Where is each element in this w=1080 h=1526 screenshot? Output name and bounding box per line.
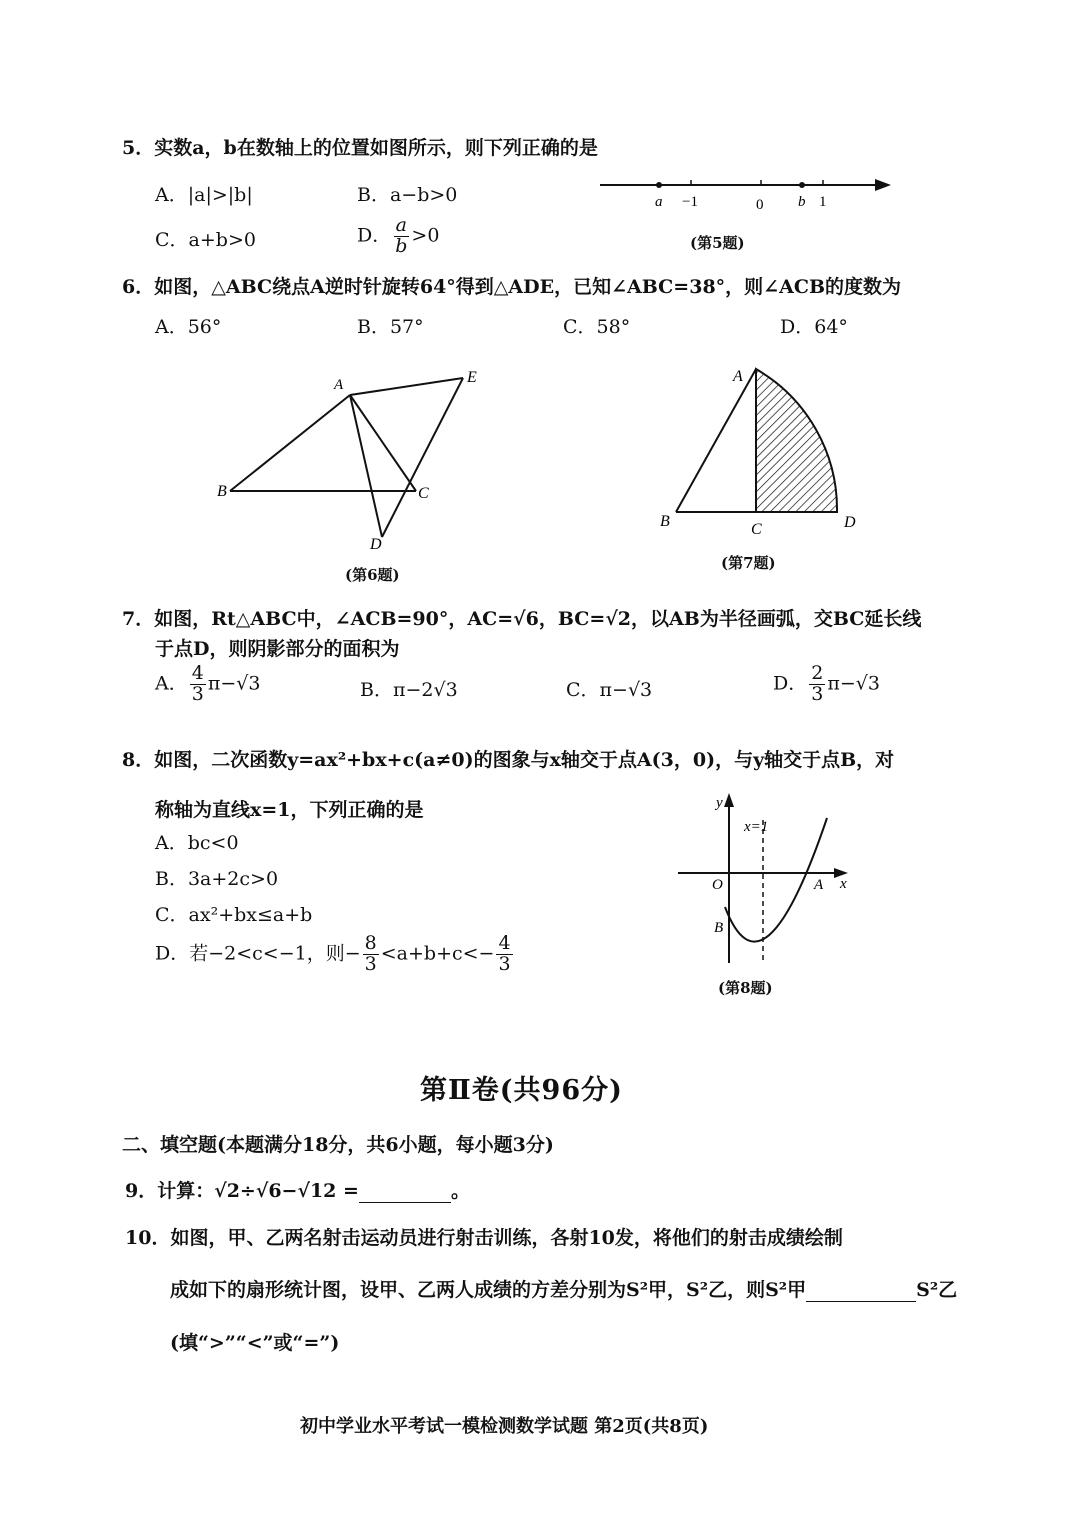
q7-stem-line1: 7．如图，Rt△ABC中，∠ACB=90°，AC=√6，BC=√2，以AB为半径画弧，交BC延长线 [122,608,922,630]
q9-answer-blank[interactable] [359,1180,451,1203]
q5-option-a: A．|a|>|b| [155,184,253,206]
point-label-e: E [467,369,477,386]
graph-label-origin: O [712,877,723,893]
q5-option-d: D． $\frac{a}{b}$ >0 [357,214,440,257]
q8-option-a: A．bc<0 [155,832,239,854]
q6-option-d: D．64° [780,316,848,338]
q7-caption: (第7题) [721,554,776,572]
q6-stem: 6．如图，△ABC绕点A逆时针旋转64°得到△ADE，已知∠ABC=38°，则∠ACB的度数为 [122,276,902,298]
q6-option-a: A．56° [155,316,222,338]
axis-label-a: a [655,194,663,210]
axis-label-neg1: −1 [682,194,698,210]
axis-label-b: b [798,194,806,210]
q10-stem-line1: 10．如图，甲、乙两名射击运动员进行射击训练，各射10发，将他们的射击成绩绘制 [125,1227,843,1249]
point-label-d: D [370,536,382,553]
q7-option-c: C．π−√3 [566,679,653,701]
q6-option-b: B．57° [357,316,424,338]
q5-caption: (第5题) [690,234,745,252]
q8-option-d: D．若−2<c<−1，则− $\frac{8}{3}$ <a+b+c<− $\frac{4}{3}$ [155,932,511,975]
q6-caption: (第6题) [345,566,400,584]
page-footer: 初中学业水平考试一模检测数学试题 第2页(共8页) [300,1416,709,1437]
section-heading: 二、填空题(本题满分18分，共6小题，每小题3分) [122,1134,554,1156]
graph-label-y: y [716,795,723,811]
q7-point-a: A [733,368,743,385]
q8-option-c: C．ax²+bx≤a+b [155,904,313,926]
q9-stem: 9．计算：√2÷√6−√12 = 。 [125,1180,470,1202]
q10-hint: (填“>”“<”或“=”) [170,1332,340,1354]
q5-option-c: C．a+b>0 [155,229,256,251]
q7-stem-line2: 于点D，则阴影部分的面积为 [155,638,400,660]
q7-point-d: D [844,514,856,531]
q8-stem-line1: 8．如图，二次函数y=ax²+bx+c(a≠0)的图象与x轴交于点A(3，0)，与y轴交于点B，对 [122,749,895,771]
axis-label-0: 0 [756,197,764,213]
part2-title: 第Ⅱ卷(共96分) [420,1075,623,1106]
point-label-a: A [334,377,344,393]
q10-stem-line2: 成如下的扇形统计图，设甲、乙两人成绩的方差分别为S²甲，S²乙，则S²甲 S²乙 [170,1279,958,1301]
q8-stem-line2: 称轴为直线x=1，下列正确的是 [155,799,424,821]
q10-answer-blank[interactable] [806,1279,916,1302]
graph-label-x: x [840,876,847,892]
q5-stem: 5．实数a，b在数轴上的位置如图所示，则下列正确的是 [122,137,598,159]
point-label-c: C [418,485,429,502]
graph-label-b: B [714,920,724,936]
q7-point-b: B [660,513,670,530]
point-label-b: B [217,483,227,500]
q6-triangle-figure [205,360,495,560]
q8-caption: (第8题) [718,979,773,997]
axis-label-1: 1 [819,194,827,210]
q8-option-b: B．3a+2c>0 [155,868,279,890]
q7-point-c: C [751,521,762,538]
q7-sector-figure [650,360,870,540]
q7-option-b: B．π−2√3 [360,679,458,701]
graph-label-axis: x=1 [744,819,769,835]
graph-label-a: A [814,877,824,893]
q5-option-b: B．a−b>0 [357,184,458,206]
q6-option-c: C．58° [563,316,631,338]
q7-option-d: D． $\frac{2}{3}$ π−√3 [773,662,880,705]
number-line-figure [595,170,900,220]
q8-parabola-figure [670,785,860,970]
q7-option-a: A． $\frac{4}{3}$ π−√3 [155,662,261,705]
